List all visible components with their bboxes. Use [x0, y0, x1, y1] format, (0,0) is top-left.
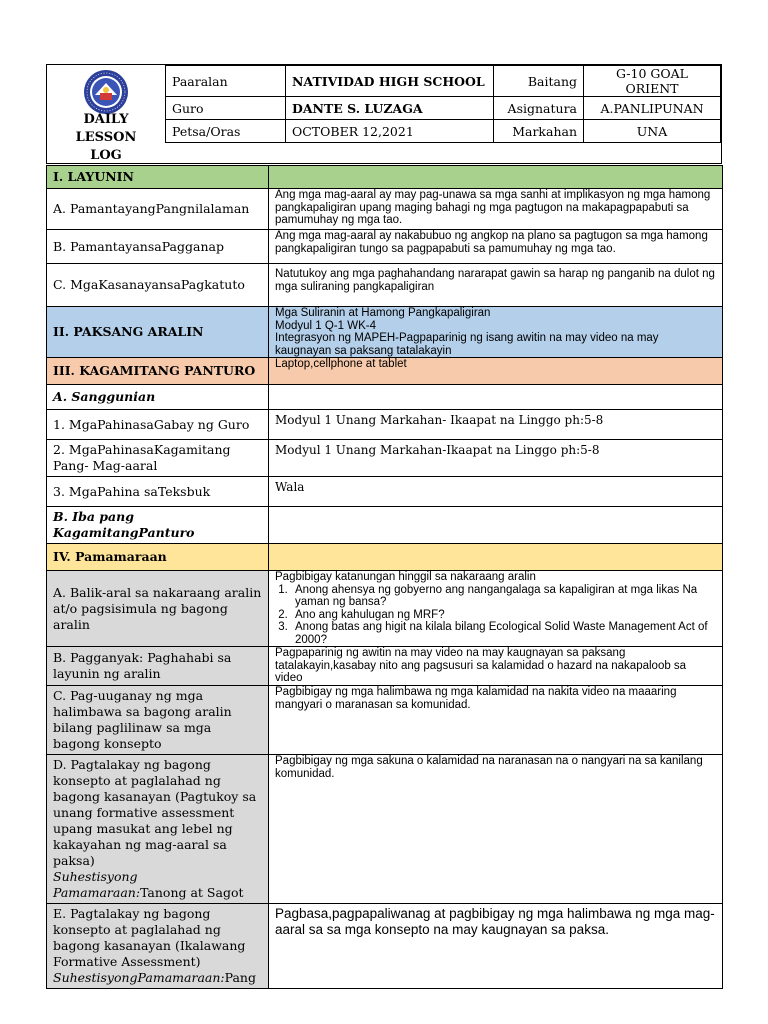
- pagganap-text: Ang mga mag-aaral ay nakabubuo ng angkop na plano sa pagtugon sa mga hamong pangkapaligiran tungo sa pagpapabuti sa pamumuhay ng mga tao.: [269, 230, 723, 264]
- row-kagamitan: [47, 358, 723, 385]
- row-pagtalakay-d: [47, 755, 723, 904]
- iba-content: [269, 507, 723, 544]
- paksang-line-2: Modyul 1 Q-1 WK-4: [275, 319, 376, 332]
- date-value: OCTOBER 12,2021: [286, 120, 494, 143]
- layunin-content: [269, 166, 723, 189]
- row-kagamitang-magaaral: [47, 440, 723, 477]
- subject-label: Asignatura: [494, 97, 584, 120]
- kasanayan-label: C. MgaKasanayansaPagkatuto: [47, 264, 269, 307]
- teacher-value: DANTE S. LUZAGA: [286, 97, 494, 120]
- pagganyak-text: Pagpaparinig ng awitin na may video na may kaugnayan sa paksang tatalakayin,kasabay nito ang pagsusuri sa kalamidad o hazard na nakapaloob sa video: [269, 647, 723, 686]
- school-label: Paaralan: [166, 66, 286, 97]
- date-label: Petsa/Oras: [166, 120, 286, 143]
- paksang-line-3: Integrasyon ng MAPEH-Pagpaparinig ng isang awitin na may video na may kaugnayan sa paksang tatalakayin: [275, 332, 659, 357]
- d-text: Pagbibigay ng mga sakuna o kalamidad na naranasan na o nangyari na sa kanilang komunidad.: [269, 755, 723, 904]
- deped-seal-icon: [83, 69, 129, 115]
- teacher-label: Guro: [166, 97, 286, 120]
- magaaral-text: Modyul 1 Unang Markahan-Ikaapat na Linggo ph:5-8: [269, 440, 723, 477]
- quarter-value: UNA: [584, 120, 721, 143]
- kagamitan-text: Laptop,cellphone at tablet: [269, 358, 723, 385]
- school-value: NATIVIDAD HIGH SCHOOL: [286, 66, 494, 97]
- pamamaraan-content: [269, 544, 723, 571]
- title-line-3: LOG: [90, 148, 122, 163]
- row-pagtalakay-e: [47, 904, 723, 989]
- e-label: E. Pagtalakay ng bagong konsepto at paglalahad ng bagong kasanayan (Ikalawang Formative Assessment): [53, 906, 246, 969]
- magaaral-label: 2. MgaPahinasaKagamitang Pang- Mag-aaral: [47, 440, 269, 477]
- kasanayan-text: Natutukoy ang mga paghahandang nararapat gawin sa harap ng panganib na dulot ng mga suliraning pangkapaligiran: [269, 264, 723, 307]
- kagamitan-label: III. KAGAMITANG PANTURO: [47, 358, 269, 385]
- header-block: [46, 64, 722, 164]
- e-suggestion: [53, 970, 262, 986]
- row-gabay-guro: [47, 410, 723, 440]
- e-suggestion-value: Pang: [224, 970, 256, 985]
- row-pamamaraan: [47, 544, 723, 571]
- header-row-school: [166, 66, 721, 97]
- header-row-date: [166, 120, 721, 143]
- pamamaraan-label: IV. Pamamaraan: [47, 544, 269, 571]
- d-label: D. Pagtalakay ng bagong konsepto at paglalahad ng bagong kasanayan (Pagtukoy sa unang formative assessment upang masukat ang lebel ng kakayahan ng mag-aaral sa paksa): [53, 757, 257, 868]
- row-paksang-aralin: [47, 307, 723, 358]
- sanggunian-content: [269, 385, 723, 410]
- d-label-cell: [47, 755, 269, 904]
- balik-question-1: 1. Anong ahensya ng gobyerno ang nangangalaga sa kapaligiran at mga likas Na yaman ng bansa?: [291, 584, 716, 609]
- pamantayang-text: Ang mga mag-aaral ay may pag-unawa sa mga sanhi at implikasyon ng mga hamong pangkapaligiran upang maging bahagi ng mga pagtugon na makapagpapabuti sa pamumuhay ng mga tao.: [269, 189, 723, 230]
- layunin-heading: I. LAYUNIN: [47, 166, 269, 189]
- row-pamantayan-pagganap: [47, 230, 723, 264]
- lesson-plan-table: [46, 165, 723, 989]
- gabay-label: 1. MgaPahinasaGabay ng Guro: [47, 410, 269, 440]
- balik-content: [269, 571, 723, 647]
- pagganap-label: B. PamantayansaPagganap: [47, 230, 269, 264]
- row-pagganyak: [47, 647, 723, 686]
- row-balik-aral: [47, 571, 723, 647]
- teksbuk-text: Wala: [269, 477, 723, 507]
- row-kasanayan: [47, 264, 723, 307]
- d-suggestion-value: Tanong at Sagot: [140, 885, 244, 900]
- uuganay-label: C. Pag-uuganay ng mga halimbawa sa bagong aralin bilang paglilinaw sa mga bagong konsepto: [47, 686, 269, 755]
- row-layunin: [47, 166, 723, 189]
- e-label-cell: [47, 904, 269, 989]
- row-teksbuk: [47, 477, 723, 507]
- quarter-label: Markahan: [494, 120, 584, 143]
- iba-label: B. Iba pang KagamitangPanturo: [47, 507, 269, 544]
- paksang-label: II. PAKSANG ARALIN: [47, 307, 269, 358]
- subject-value: A.PANLIPUNAN: [584, 97, 721, 120]
- header-row-teacher: [166, 97, 721, 120]
- pagganyak-label: B. Pagganyak: Paghahabi sa layunin ng aralin: [47, 647, 269, 686]
- gabay-text: Modyul 1 Unang Markahan- Ikaapat na Linggo ph:5-8: [269, 410, 723, 440]
- e-text: Pagbasa,pagpapaliwanag at pagbibigay ng mga halimbawa ng mga mag-aaral sa sa mga konsepto na may kaugnayan sa paksa.: [269, 904, 723, 989]
- teksbuk-label: 3. MgaPahina saTeksbuk: [47, 477, 269, 507]
- balik-intro: Pagbibigay katanungan hinggil sa nakaraang aralin: [275, 571, 536, 583]
- title-line-2: LESSON: [75, 130, 137, 145]
- balik-questions-list: [275, 584, 716, 647]
- row-pag-uuganay: [47, 686, 723, 755]
- d-suggestion: [53, 869, 262, 901]
- sanggunian-label: A. Sanggunian: [47, 385, 269, 410]
- row-pamantayang-pangnilalaman: [47, 189, 723, 230]
- logo-cell: [47, 65, 165, 163]
- balik-question-3: 3. Anong batas ang higit na kilala bilang Ecological Solid Waste Management Act of 2000?: [291, 621, 716, 646]
- d-suggestion-label: Suhestisyong Pamamaraan:: [53, 869, 141, 900]
- grade-label: Baitang: [494, 66, 584, 97]
- header-info-grid: [165, 65, 721, 143]
- pamantayang-label: A. PamantayangPangnilalaman: [47, 189, 269, 230]
- grade-value: G-10 GOAL ORIENT: [584, 66, 721, 97]
- paksang-content: [269, 307, 723, 358]
- balik-label: A. Balik-aral sa nakaraang aralin at/o pagsisimula ng bagong aralin: [47, 571, 269, 647]
- uuganay-text: Pagbibigay ng mga halimbawa ng mga kalamidad na nakita video na maaaring mangyari o maranasan sa komunidad.: [269, 686, 723, 755]
- daily-lesson-log-title: [47, 111, 165, 165]
- title-line-1: DAILY: [83, 112, 129, 127]
- row-iba-pang-kagamitan: [47, 507, 723, 544]
- row-sanggunian: [47, 385, 723, 410]
- balik-question-2: 2. Ano ang kahulugan ng MRF?: [291, 609, 716, 622]
- e-suggestion-label: SuhestisyongPamamaraan:: [53, 970, 225, 985]
- paksang-line-1: Mga Suliranin at Hamong Pangkapaligiran: [275, 307, 491, 319]
